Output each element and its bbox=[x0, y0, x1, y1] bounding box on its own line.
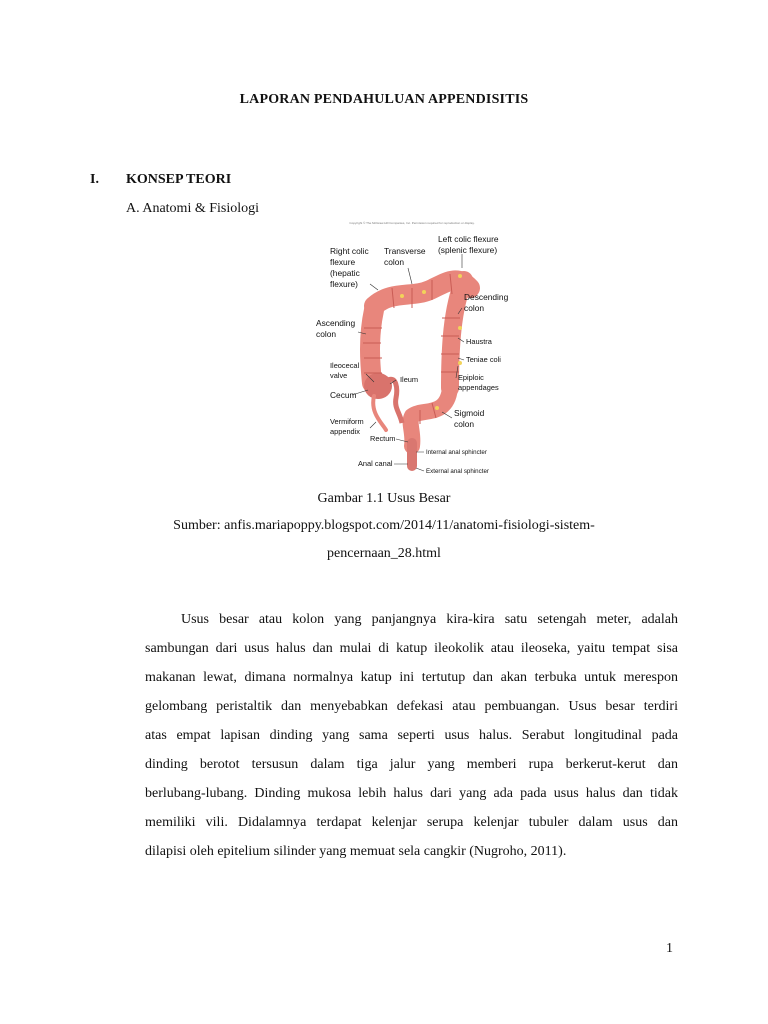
label-ileocecal-2: valve bbox=[330, 371, 348, 380]
label-ascending-2: colon bbox=[316, 329, 337, 339]
figure-copyright: Copyright © The McGraw-Hill Companies, Inc. Permission required for reproduction or display. bbox=[349, 221, 475, 225]
paragraph-line: atas empat lapisan dinding yang sama seperti usus halus. Serabut longitudinal pada bbox=[145, 728, 678, 743]
label-left-colic-1: Left colic flexure bbox=[438, 234, 499, 244]
label-right-colic-4: flexure) bbox=[330, 279, 358, 289]
label-haustra: Haustra bbox=[466, 337, 492, 346]
label-ascending-1: Ascending bbox=[316, 318, 356, 328]
label-external-sphincter: External anal sphincter bbox=[426, 468, 489, 475]
label-ileocecal-1: Ileocecal bbox=[330, 361, 360, 370]
figure-caption: Gambar 1.1 Usus Besar bbox=[317, 491, 451, 506]
label-vermiform-1: Vermiform bbox=[330, 417, 364, 426]
label-epiploic-2: appendages bbox=[458, 383, 499, 392]
label-anal-canal: Anal canal bbox=[358, 459, 393, 468]
paragraph-line: memiliki vili. Didalamnya terdapat kelenjar serupa kelenjar tubuler dalam usus dan bbox=[145, 815, 678, 830]
label-right-colic-3: (hepatic bbox=[330, 268, 360, 278]
body-paragraph bbox=[145, 605, 678, 866]
paragraph-line: sambungan dari usus halus dan mulai di katup ileokolik atau ileoseka, yaitu tempat sisa bbox=[145, 641, 678, 656]
paragraph-line: makanan lewat, dimana normalnya katup ini tertutup dan akan terbuka untuk merespon bbox=[145, 670, 678, 685]
label-descending-2: colon bbox=[464, 303, 485, 313]
label-vermiform-2: appendix bbox=[330, 427, 360, 436]
paragraph-line: Usus besar atau kolon yang panjangnya kira-kira satu setengah meter, adalah bbox=[181, 612, 678, 627]
label-teniae: Teniae coli bbox=[466, 355, 501, 364]
label-right-colic-2: flexure bbox=[330, 257, 356, 267]
label-internal-sphincter: Internal anal sphincter bbox=[426, 449, 487, 456]
label-sigmoid-1: Sigmoid bbox=[454, 408, 485, 418]
paragraph-line: dilapisi oleh epitelium silinder yang memuat sela cangkir (Nugroho, 2011). bbox=[145, 844, 567, 859]
label-sigmoid-2: colon bbox=[454, 419, 475, 429]
paragraph-line: dinding berotot tersusun dalam tiga jalur yang memberi rupa berkerut-kerut dan bbox=[145, 757, 678, 772]
label-transverse-1: Transverse bbox=[384, 246, 426, 256]
colon-diagram bbox=[312, 218, 512, 482]
label-rectum: Rectum bbox=[370, 434, 396, 443]
label-right-colic-1: Right colic bbox=[330, 246, 369, 256]
label-descending-1: Descending bbox=[464, 292, 509, 302]
section-number: I. bbox=[90, 172, 99, 187]
paragraph-line: gelombang peristaltik dan menyebabkan defekasi atau pembuangan. Usus besar terdiri bbox=[145, 699, 678, 714]
figure-source-line-2: pencernaan_28.html bbox=[327, 546, 441, 561]
label-ileum: Ileum bbox=[400, 375, 419, 384]
label-left-colic-2: (splenic flexure) bbox=[438, 245, 498, 255]
section-title: KONSEP TEORI bbox=[126, 172, 232, 187]
label-epiploic-1: Epiploic bbox=[458, 373, 484, 382]
page-number: 1 bbox=[666, 941, 673, 956]
label-cecum: Cecum bbox=[330, 390, 357, 400]
large-intestine-figure bbox=[312, 218, 512, 482]
figure-source-line-1: Sumber: anfis.mariapoppy.blogspot.com/2014/11/anatomi-fisiologi-sistem- bbox=[173, 518, 595, 533]
subsection-title: A. Anatomi & Fisiologi bbox=[126, 201, 260, 216]
document-title: LAPORAN PENDAHULUAN APPENDISITIS bbox=[239, 92, 529, 107]
label-transverse-2: colon bbox=[384, 257, 405, 267]
paragraph-line: berlubang-lubang. Dinding mukosa lebih halus dari yang ada pada usus halus dan tidak bbox=[145, 786, 678, 801]
